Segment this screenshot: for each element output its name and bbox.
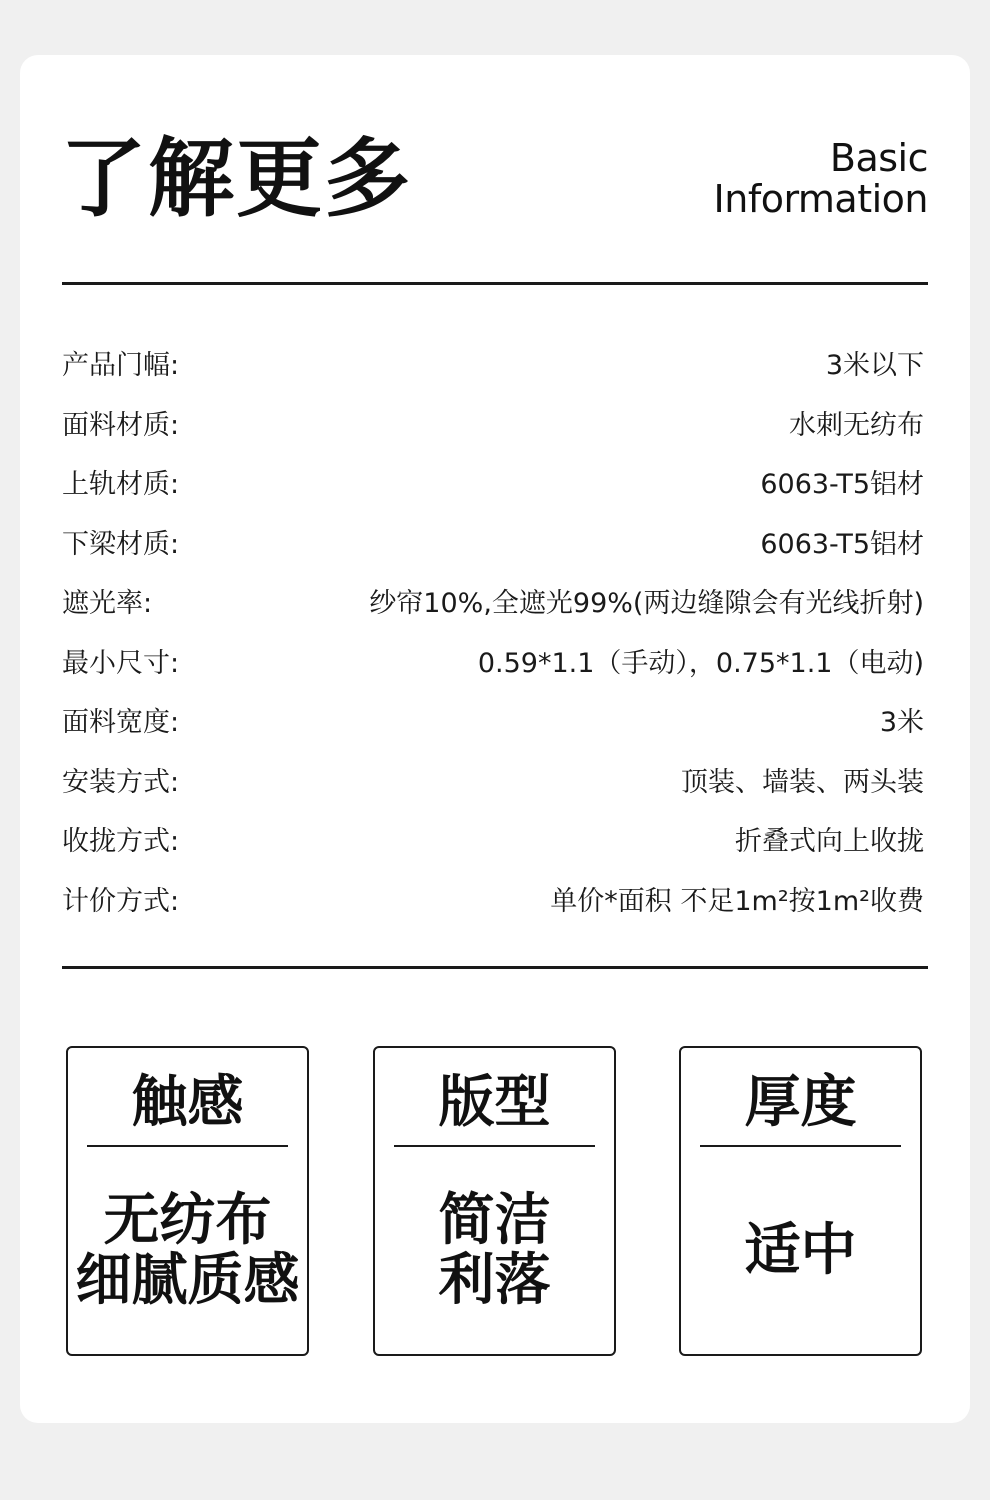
spec-label: 面料宽度:	[62, 707, 180, 739]
spec-row-bottom-beam-material	[62, 512, 924, 572]
feature-card-thickness	[679, 1046, 922, 1356]
spec-label: 面料材质:	[62, 409, 180, 441]
spec-row-door-width	[62, 333, 924, 393]
feature-body	[681, 1147, 920, 1354]
spec-row-fold-method	[62, 809, 924, 869]
spec-label: 下梁材质:	[62, 528, 180, 560]
page-title: 了解更多	[60, 129, 412, 229]
spec-value: 6063-T5铝材	[760, 469, 924, 501]
page-subtitle	[714, 138, 928, 220]
spec-value: 3米以下	[825, 350, 924, 382]
spec-label: 收拢方式:	[62, 826, 180, 858]
subtitle-line-2: Information	[713, 177, 928, 221]
bottom-divider	[62, 966, 928, 969]
spec-row-fabric-width	[62, 690, 924, 750]
spec-value: 折叠式向上收拢	[735, 826, 924, 858]
feature-title: 厚度	[744, 1070, 857, 1135]
feature-text-line-2: 利落	[438, 1247, 551, 1313]
spec-label: 产品门幅:	[62, 350, 180, 382]
spec-value: 单价*面积 不足1m²按1m²收费	[550, 885, 924, 917]
spec-row-top-rail-material	[62, 452, 924, 512]
feature-body	[68, 1147, 307, 1354]
top-divider	[62, 282, 928, 285]
spec-value: 顶装、墙装、两头装	[681, 766, 924, 798]
feature-text-line-1: 适中	[744, 1217, 857, 1283]
feature-title: 版型	[438, 1070, 551, 1135]
spec-value: 纱帘10%,全遮光99%(两边缝隙会有光线折射)	[369, 588, 924, 620]
subtitle-line-1: Basic	[829, 136, 928, 180]
spec-row-pricing-method	[62, 869, 924, 929]
feature-text-line-1: 无纺布	[103, 1187, 272, 1253]
feature-text-line-1: 简洁	[438, 1187, 551, 1253]
spec-label: 计价方式:	[62, 885, 180, 917]
feature-card-silhouette	[373, 1046, 616, 1356]
spec-label: 上轨材质:	[62, 469, 180, 501]
spec-row-min-size	[62, 631, 924, 691]
feature-card-texture	[66, 1046, 309, 1356]
spec-value: 0.59*1.1（手动），0.75*1.1（电动)	[477, 647, 924, 679]
spec-value: 3米	[879, 707, 924, 739]
spec-table	[62, 333, 924, 928]
spec-row-shading-rate	[62, 571, 924, 631]
spec-value: 水刺无纺布	[789, 409, 924, 441]
spec-label: 安装方式:	[62, 766, 180, 798]
spec-row-fabric-material	[62, 393, 924, 453]
spec-value: 6063-T5铝材	[760, 528, 924, 560]
spec-label: 遮光率:	[62, 588, 153, 620]
feature-title: 触感	[131, 1070, 244, 1135]
feature-body	[375, 1147, 614, 1354]
spec-row-install-method	[62, 750, 924, 810]
feature-text-line-2: 细腻质感	[75, 1247, 300, 1313]
spec-label: 最小尺寸:	[62, 647, 180, 679]
